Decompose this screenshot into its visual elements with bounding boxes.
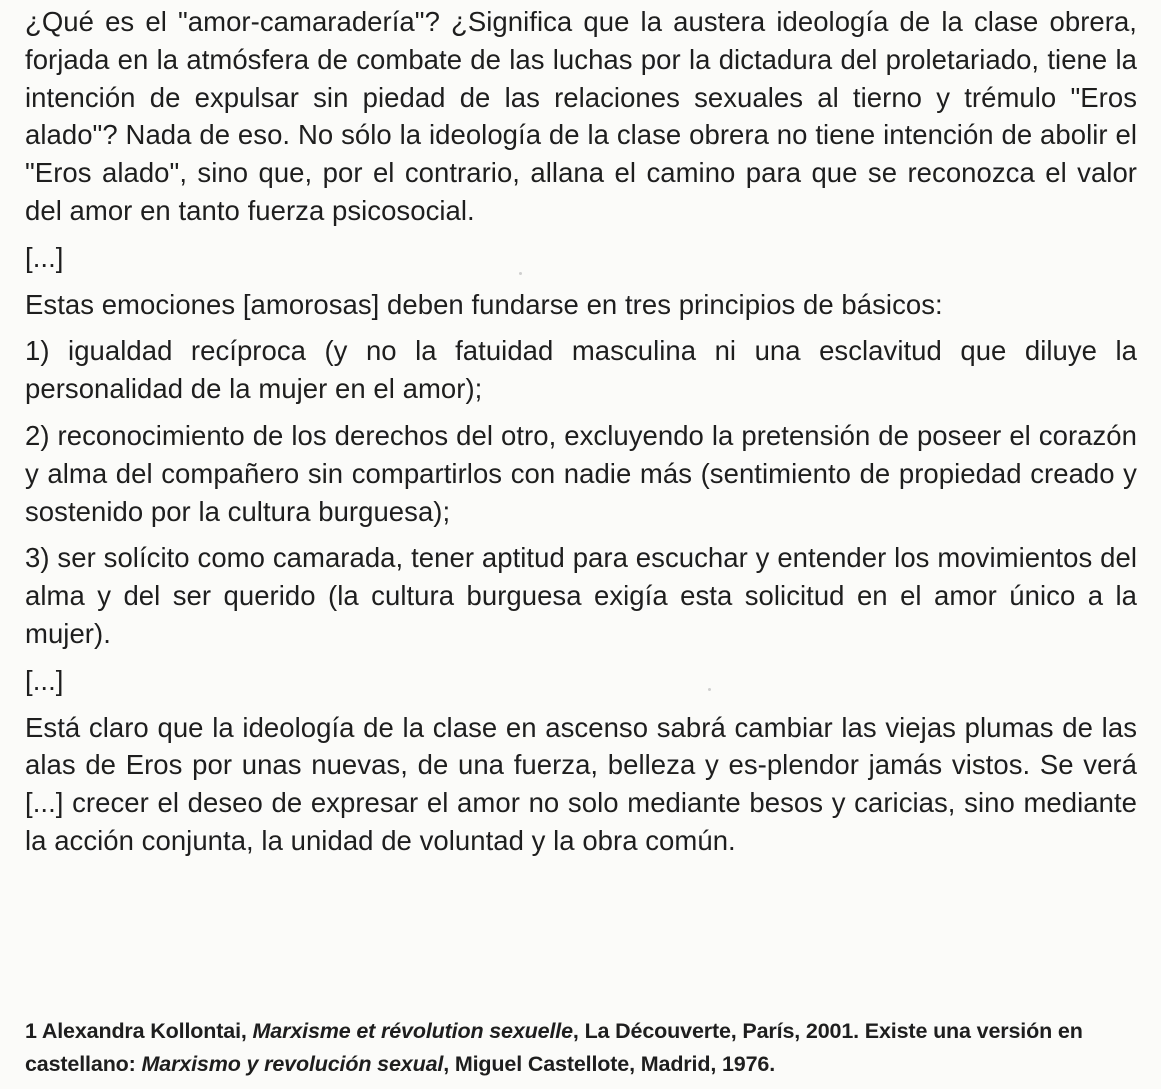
paragraph-intro: ¿Qué es el "amor-camaradería"? ¿Significa que la austera ideología de la clase obrera, forjada en la atmósfera de combate de las luchas por la dictadura del proletariado, tiene la intención de expulsar sin piedad de las relaciones sexuales al tierno y trémulo "Eros alado"? Nada de eso. No sólo la ideología de la clase obrera no tiene intención de abolir el "Eros alado", sino que, por el contrario, allana el camino para que se reconozca el valor del amor en tanto fuerza psicosocial. (25, 6, 1137, 226)
ellipsis-marker: [...] (25, 241, 64, 273)
paragraph-principles-intro: Estas emociones [amorosas] deben fundarse en tres principios de básicos: (25, 288, 943, 320)
scan-speck (519, 272, 522, 275)
principle-2: 2) reconocimiento de los derechos del otro, excluyendo la pretensión de poseer el corazón y alma del compañero sin compartirlos con nadie más (sentimiento de propiedad creado y sostenido por la cultura burguesa); (25, 419, 1137, 527)
footnote-title-fr: Marxisme et révolution sexuelle (252, 1019, 573, 1043)
paragraph-conclusion: Está claro que la ideología de la clase en ascenso sabrá cambiar las viejas plumas de las alas de Eros por unas nuevas, de una fuerza, belleza y es-plendor jamás vistos. Se verá [...] crecer el deseo de expresar el amor no solo mediante besos y caricias, sino mediante la acción conjunta, la unidad de voluntad y la obra común. (25, 711, 1137, 856)
principle-1: 1) igualdad recíproca (y no la fatuidad masculina ni una esclavitud que diluye la personalidad de la mujer en el amor); (25, 335, 1137, 405)
principle-3: 3) ser solícito como camarada, tener aptitud para escuchar y entender los movimientos del alma y del ser querido (la cultura burguesa exigía esta solicitud en el amor único a la mujer). (25, 542, 1137, 649)
footnote-title-es: Marxismo y revolución sexual (141, 1052, 444, 1076)
footnote (25, 1015, 1137, 1081)
footnote-publication-es: , Miguel Castellote, Madrid, 1976. (443, 1052, 776, 1076)
scan-speck (708, 688, 711, 691)
ellipsis-marker: [...] (25, 664, 64, 696)
footnote-number: 1 (25, 1019, 37, 1043)
document-body (25, 3, 1137, 860)
footnote-author: Alexandra Kollontai, (41, 1019, 247, 1043)
footnote-publication-fr: , La Découverte, París, 2001. Existe una versión en castellano: (25, 1019, 1083, 1076)
